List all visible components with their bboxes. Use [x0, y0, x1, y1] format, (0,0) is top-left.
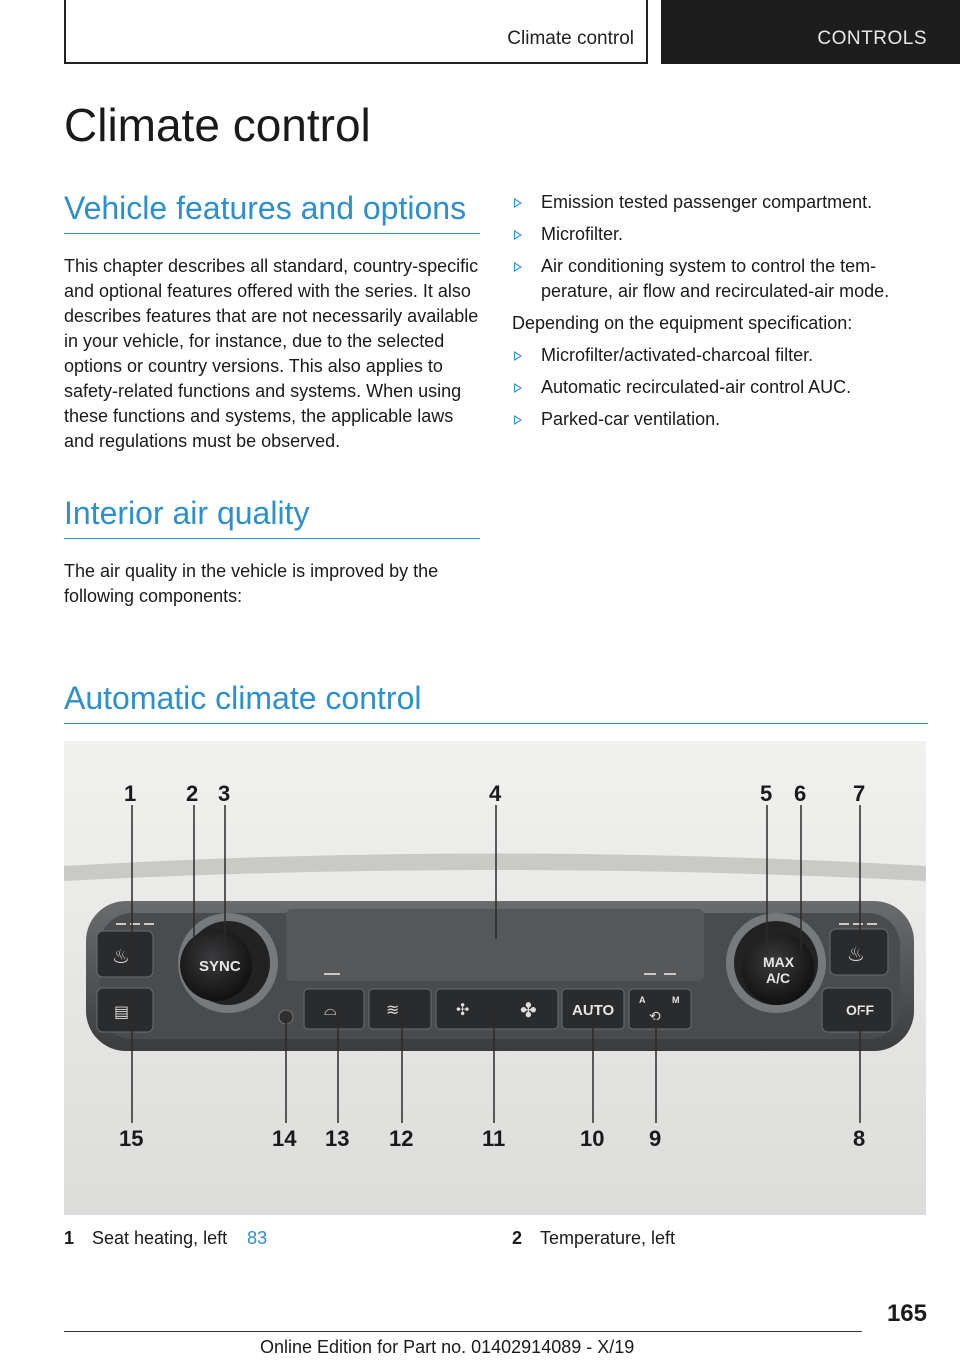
- fan-low-icon: ✣: [456, 1002, 470, 1019]
- footer-edition-text: Online Edition for Part no. 01402914089 - X/19: [260, 1337, 635, 1357]
- callout-14: 14: [272, 1126, 297, 1151]
- list-item: Parked-car ventilation.: [512, 407, 928, 432]
- header-section-box: [661, 0, 960, 64]
- triangle-bullet-icon: [514, 230, 522, 240]
- footer-divider: [64, 1331, 862, 1332]
- seat-heating-icon: ♨: [112, 946, 130, 968]
- triangle-bullet-icon: [514, 415, 522, 425]
- display-screen: [286, 909, 704, 981]
- callout-6: 6: [794, 781, 807, 806]
- right-column: [512, 190, 928, 439]
- callout-1: 1: [124, 781, 137, 806]
- callout-2: 2: [186, 781, 199, 806]
- automatic-climate-section: [64, 680, 928, 724]
- air-distribution-button: [369, 989, 431, 1029]
- page-number: 165: [886, 1300, 927, 1327]
- callout-4: 4: [489, 781, 502, 806]
- callout-5: 5: [760, 781, 773, 806]
- page-title: Climate control: [64, 99, 371, 151]
- callout-8: 8: [853, 1126, 866, 1151]
- auc-a-label: A: [639, 995, 646, 1005]
- triangle-bullet-icon: [514, 383, 522, 393]
- windshield-defrost-icon: ⌓: [324, 1002, 337, 1019]
- list-item: Microfilter/activated-charcoal filter.: [512, 343, 928, 368]
- legend-item-2: [512, 1228, 675, 1249]
- climate-control-panel-figure: [64, 741, 926, 1215]
- list-item: Emission tested passenger compartment.: [512, 190, 928, 215]
- header-chapter-title: Climate control: [507, 28, 634, 49]
- callout-10: 10: [580, 1126, 605, 1151]
- callout-13: 13: [325, 1126, 350, 1151]
- equipment-list: [512, 343, 928, 432]
- heading-automatic-climate-control: Automatic climate control: [64, 680, 928, 724]
- vehicle-features-text: This chapter describes all standard, country-specific and optional features offered with the series. It also describes features that are not necessarily available in your vehicle, for instance, due to the selected options or country versions. This also applies to safety-related functions and systems. When using these functions and systems, the applicable laws and regulations must be observed.: [64, 256, 479, 451]
- callout-3: 3: [218, 781, 231, 806]
- header-chapter-box: [64, 0, 648, 64]
- rear-window-defrost-icon: ▤: [114, 1004, 130, 1021]
- callout-12: 12: [389, 1126, 414, 1151]
- heading-interior-air-quality: Interior air quality: [64, 495, 480, 539]
- legend-number: 2: [512, 1228, 523, 1248]
- air-distribution-icon: ≋: [386, 1002, 400, 1019]
- triangle-bullet-icon: [514, 262, 522, 272]
- interior-air-text: The air quality in the vehicle is improved by the following components:: [64, 561, 439, 606]
- seat-heating-icon: ♨: [847, 944, 865, 966]
- off-label: OFF: [846, 1002, 874, 1018]
- max-label: MAX: [763, 954, 795, 970]
- equipment-intro: Depending on the equipment specification:: [512, 313, 853, 333]
- components-list: [512, 190, 928, 304]
- page-reference-link[interactable]: 83: [247, 1228, 268, 1248]
- recirculation-car-icon: ⟲: [649, 1008, 661, 1024]
- triangle-bullet-icon: [514, 198, 522, 208]
- fan-speed-button: [436, 989, 558, 1029]
- auto-label: AUTO: [572, 1002, 615, 1019]
- callout-7: 7: [853, 781, 866, 806]
- heading-vehicle-features: Vehicle features and options: [64, 190, 480, 234]
- sync-label: SYNC: [199, 958, 241, 975]
- header-section-label: CONTROLS: [817, 28, 927, 49]
- callout-11: 11: [482, 1126, 506, 1151]
- fan-high-icon: ✤: [520, 1000, 537, 1022]
- auc-m-label: M: [672, 995, 680, 1005]
- legend-label: Temperature, left: [540, 1228, 676, 1248]
- left-column: [64, 190, 480, 609]
- ac-label: A/C: [766, 970, 791, 986]
- legend-item-1: [64, 1228, 267, 1249]
- triangle-bullet-icon: [514, 351, 522, 361]
- callout-9: 9: [649, 1126, 662, 1151]
- legend-label: Seat heating, left: [92, 1228, 228, 1248]
- legend-number: 1: [64, 1228, 75, 1248]
- list-item: Air conditioning system to control the temperature, air flow and recirculated-air mode.: [512, 254, 928, 304]
- callout-15: 15: [119, 1126, 144, 1151]
- climate-panel-illustration: [64, 741, 926, 1215]
- list-item: Microfilter.: [512, 222, 928, 247]
- list-item: Automatic recirculated-air control AUC.: [512, 375, 928, 400]
